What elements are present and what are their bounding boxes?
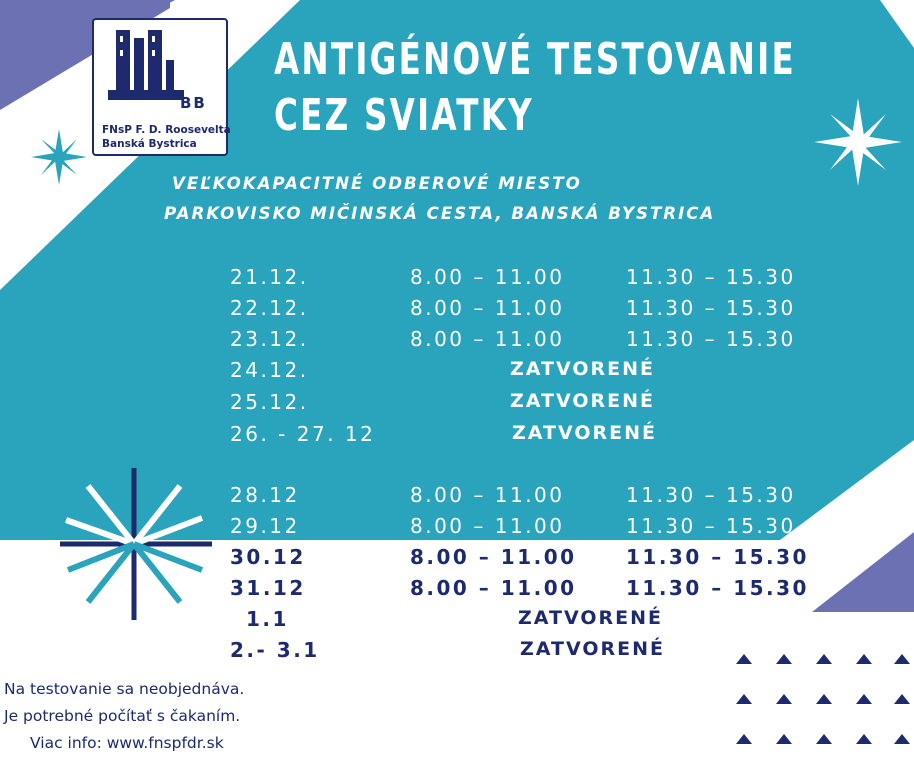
- subtitle-line2: PARKOVISKO MIČINSKÁ CESTA, BANSKÁ BYSTRICA: [164, 204, 716, 224]
- schedule-date: 24.12.: [230, 358, 309, 382]
- schedule-closed: ZATVORENÉ: [520, 638, 665, 660]
- schedule-closed: ZATVORENÉ: [512, 422, 657, 444]
- title-line1: ANTIGÉNOVÉ TESTOVANIE: [274, 34, 796, 85]
- schedule-morning: 8.00 – 11.00: [410, 514, 565, 538]
- triangle-pattern-icon: [732, 648, 914, 748]
- subtitle-line1: VEĽKOKAPACITNÉ ODBEROVÉ MIESTO: [172, 174, 582, 194]
- schedule-date: 22.12.: [230, 296, 309, 320]
- schedule-date: 25.12.: [230, 390, 309, 414]
- sparkle-star-icon: [812, 96, 904, 188]
- note-line: Je potrebné počítať s čakaním.: [4, 707, 241, 725]
- schedule-morning: 8.00 – 11.00: [410, 545, 577, 569]
- schedule-date: 26. - 27. 12: [230, 422, 376, 446]
- schedule-date: 23.12.: [230, 327, 309, 351]
- schedule-afternoon: 11.30 – 15.30: [626, 483, 796, 507]
- logo-line2: Banská Bystrica: [102, 138, 197, 150]
- hospital-logo: [92, 18, 231, 156]
- schedule-date: 2.- 3.1: [230, 638, 320, 662]
- schedule-afternoon: 11.30 – 15.30: [626, 296, 796, 320]
- schedule-afternoon: 11.30 – 15.30: [626, 265, 796, 289]
- schedule-afternoon: 11.30 – 15.30: [626, 576, 809, 600]
- schedule-date: 31.12: [230, 576, 306, 600]
- schedule-morning: 8.00 – 11.00: [410, 327, 565, 351]
- schedule-date: 1.1: [246, 607, 289, 631]
- title-line2: CEZ SVIATKY: [274, 90, 534, 141]
- schedule-closed: ZATVORENÉ: [518, 607, 663, 629]
- schedule-date: 29.12: [230, 514, 300, 538]
- schedule-afternoon: 11.30 – 15.30: [626, 545, 809, 569]
- schedule-date: 21.12.: [230, 265, 309, 289]
- note-line: Na testovanie sa neobjednáva.: [4, 680, 245, 698]
- starburst-icon: [58, 466, 218, 626]
- info-link-note: Viac info: www.fnspfdr.sk: [30, 734, 224, 752]
- snowflake-star-icon: [30, 128, 88, 186]
- schedule-afternoon: 11.30 – 15.30: [626, 514, 796, 538]
- schedule-date: 28.12: [230, 483, 300, 507]
- schedule-afternoon: 11.30 – 15.30: [626, 327, 796, 351]
- schedule-closed: ZATVORENÉ: [510, 358, 655, 380]
- schedule-morning: 8.00 – 11.00: [410, 296, 565, 320]
- schedule-date: 30.12: [230, 545, 306, 569]
- logo-line1: FNsP F. D. Roosevelta: [102, 124, 231, 136]
- schedule-morning: 8.00 – 11.00: [410, 483, 565, 507]
- logo-bb-mark: BB: [180, 94, 207, 112]
- schedule-morning: 8.00 – 11.00: [410, 576, 577, 600]
- schedule-closed: ZATVORENÉ: [510, 390, 655, 412]
- schedule-morning: 8.00 – 11.00: [410, 265, 565, 289]
